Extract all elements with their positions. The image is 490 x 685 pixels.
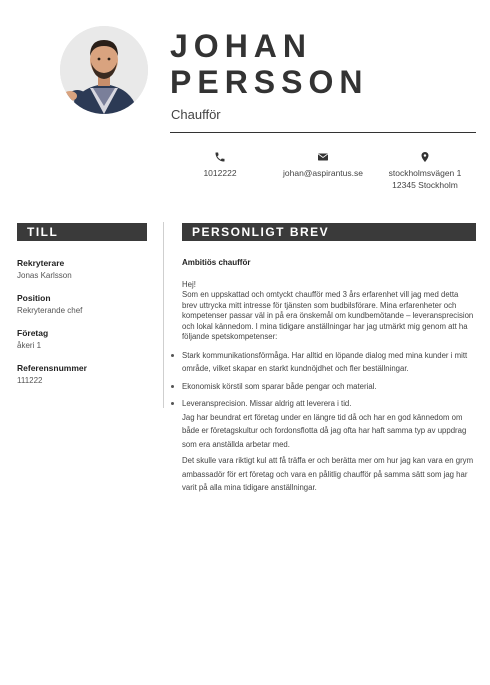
skills-list (182, 349, 474, 495)
letter-closing-paragraph: Det skulle vara riktigt kul att få träffa er och berätta mer om hur jag kan vara en grym ambassadör för ert företag och vara en pålitlig chaufför på samma sätt som jag har varit på alla mina tidigare anställningar. (182, 456, 474, 492)
map-pin-icon (419, 151, 431, 163)
company-label: Företag (17, 328, 49, 338)
recipient-heading: TILL (17, 223, 147, 241)
letter-paragraph: Jag har beundrat ert företag under en längre tid då och har en god kännedom om både er företagskultur och fordonsflotta då jag ofta har haft samma typ av uppdrag som era anställda arbetar med. (182, 412, 467, 449)
recipient-value: Jonas Karlsson (17, 271, 72, 280)
skill-item (182, 397, 474, 495)
reference-label: Referensnummer (17, 363, 87, 373)
letter-greeting: Hej! (182, 279, 196, 289)
job-title: Chaufför (171, 107, 221, 122)
skill-item: Stark kommunikationsförmåga. Har alltid en löpande dialog med mina kunder i mitt område, vilket skapar en starkt kundnöjdhet och fler beställningar. (182, 349, 474, 376)
position-label: Position (17, 293, 51, 303)
full-name (170, 28, 368, 100)
last-name: PERSSON (170, 64, 369, 100)
recipient-label: Rekryterare (17, 258, 65, 268)
envelope-icon (317, 151, 329, 163)
contact-email (273, 151, 373, 179)
phone-number: 1012222 (203, 168, 237, 178)
letter-subject: Ambitiös chaufför (182, 258, 251, 267)
contact-address (376, 151, 474, 191)
letter-body (182, 258, 474, 499)
letter-heading: PERSONLIGT BREV (182, 223, 476, 241)
letter-closing (182, 411, 474, 495)
reference-value: 111222 (17, 376, 43, 385)
address-line-1: stockholmsvägen 1 (388, 168, 462, 178)
column-divider (163, 222, 164, 408)
contact-phone (190, 151, 250, 179)
recipient-details (17, 258, 157, 398)
company-value: åkeri 1 (17, 341, 42, 350)
position-value: Rekryterande chef (17, 306, 83, 315)
first-name: JOHAN (170, 28, 313, 64)
header-divider (170, 132, 476, 133)
profile-photo (60, 26, 148, 114)
skill-item-text: Leveransprecision. Missar aldrig att leverera i tid. (182, 399, 352, 408)
address-line-2: 12345 Stockholm (392, 180, 458, 190)
phone-icon (214, 151, 226, 163)
letter-intro: Som en uppskattad och omtyckt chaufför med 3 års erfarenhet vill jag med detta brev uttrycka mitt intresse för tjänsten som budbilsförare. Mina erfarenheter och kompetenser passar väl in på era önskemål om kundbemötande – leveransprecision och lokal kännedom. I mina tidigare anställningar har jag utmärkt mig genom att ha följande spetskompetenser: (182, 290, 474, 341)
email-address: johan@aspirantus.se (283, 168, 363, 178)
skill-item: Ekonomisk körstil som sparar både pengar och material. (182, 380, 474, 394)
